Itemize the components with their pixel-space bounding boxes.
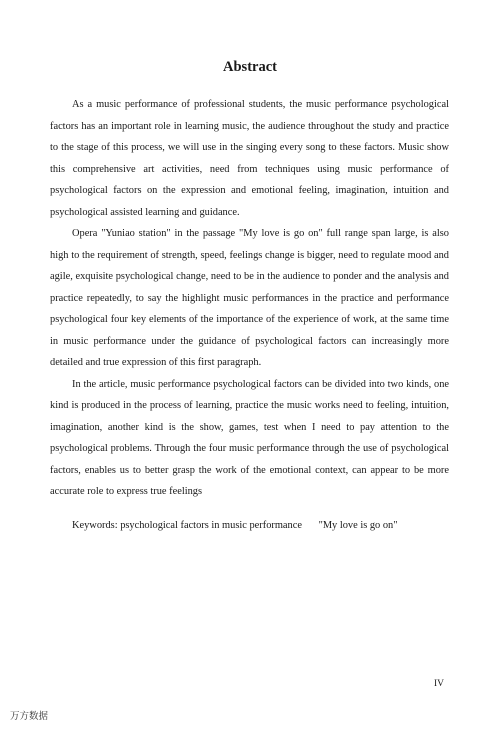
footer-watermark: 万方数据 xyxy=(10,711,49,722)
keywords-extra: "My love is go on" xyxy=(318,520,398,531)
paragraph-3: In the article, music performance psychological factors can be divided into two kinds, one kind is produced in the process of learning, practice the music works need to feeling, intuition, imagination, another kind is the show, games, test when I need to pay attention to the psychological problems. Through the four music performance through the use of psychological factors, enables us to better grasp the work of the emotional context, can appear to be more accurate role to express true feelings xyxy=(50,378,449,497)
keywords-label: Keywords: psychological factors in music performance xyxy=(72,520,302,531)
page-title: Abstract xyxy=(223,59,277,75)
abstract-body xyxy=(50,94,449,503)
page-number: IV xyxy=(433,679,444,689)
paragraph-1: As a music performance of professional students, the music performance psychological factors has an important role in learning music, the audience throughout the study and practice to the stage of this process, we will use in the singing every song to these factors. Music show this comprehensive art activities, need from techniques using music performance of psychological factors on the expression and emotional feeling, imagination, intuition and psychological assisted learning and guidance. xyxy=(50,99,449,218)
paragraph-2: Opera "Yuniao station" in the passage "My love is go on" full range span large, is also high to the requirement of strength, speed, feelings change is bigger, need to regulate mood and agile, exquisite psychological change, need to be in the audience to ponder and the analysis and practice repeatedly, to say the highlight music performances in the practice and performance psychological four key elements of the importance of the experience of work, at the same time in music performance under the guidance of psychological factors can increasingly more detailed and true expression of this first paragraph. xyxy=(50,228,449,368)
keywords-line xyxy=(72,520,462,531)
